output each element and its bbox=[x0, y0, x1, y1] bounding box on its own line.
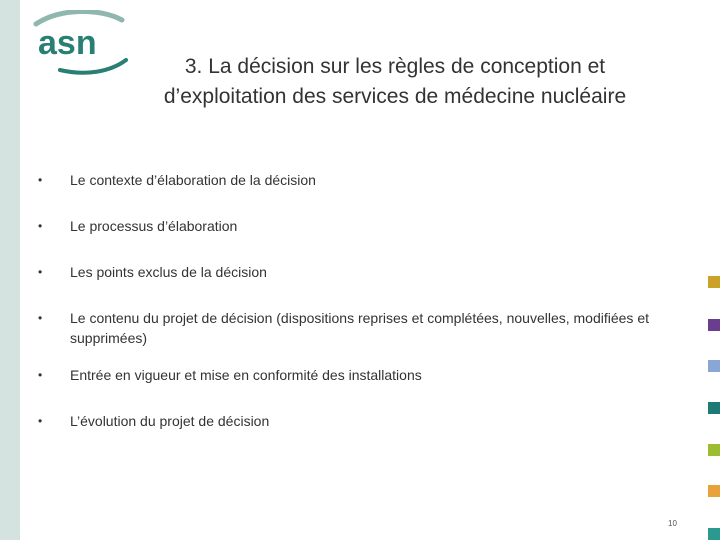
bullet-marker: • bbox=[38, 368, 43, 382]
color-square bbox=[708, 402, 720, 414]
bullet-item bbox=[38, 262, 668, 282]
slide-title bbox=[95, 52, 695, 112]
bullet-item bbox=[38, 170, 668, 190]
bullet-marker: • bbox=[38, 311, 43, 325]
color-square bbox=[708, 276, 720, 288]
bullet-marker: • bbox=[38, 173, 43, 187]
bullet-marker: • bbox=[38, 219, 43, 233]
page-number: 10 bbox=[668, 519, 677, 528]
bullet-list bbox=[38, 170, 668, 457]
bullet-marker: • bbox=[38, 414, 43, 428]
bullet-text: Le contexte d’élaboration de la décision bbox=[70, 172, 316, 188]
bullet-item bbox=[38, 365, 668, 385]
slide-title-line-1: 3. La décision sur les règles de conception et bbox=[184, 55, 606, 78]
color-square bbox=[708, 319, 720, 331]
bullet-item bbox=[38, 411, 668, 431]
bullet-item bbox=[38, 308, 668, 348]
bullet-item bbox=[38, 216, 668, 236]
bullet-text: Les points exclus de la décision bbox=[70, 264, 267, 280]
svg-text:asn: asn bbox=[38, 24, 97, 62]
bullet-text: L’évolution du projet de décision bbox=[70, 413, 270, 429]
color-square bbox=[708, 485, 720, 497]
color-square bbox=[708, 528, 720, 540]
bullet-marker: • bbox=[38, 265, 43, 279]
slide-title-line-2: d’exploitation des services de médecine nucléaire bbox=[163, 85, 627, 108]
color-square bbox=[708, 444, 720, 456]
bullet-text: Le processus d’élaboration bbox=[70, 218, 238, 234]
left-decorative-band bbox=[0, 0, 20, 540]
bullet-text: Entrée en vigueur et mise en conformité des installations bbox=[70, 367, 422, 383]
color-square bbox=[708, 360, 720, 372]
bullet-text: Le contenu du projet de décision (dispositions reprises et complétées, nouvelles, modifiées et supprimées) bbox=[70, 310, 649, 346]
